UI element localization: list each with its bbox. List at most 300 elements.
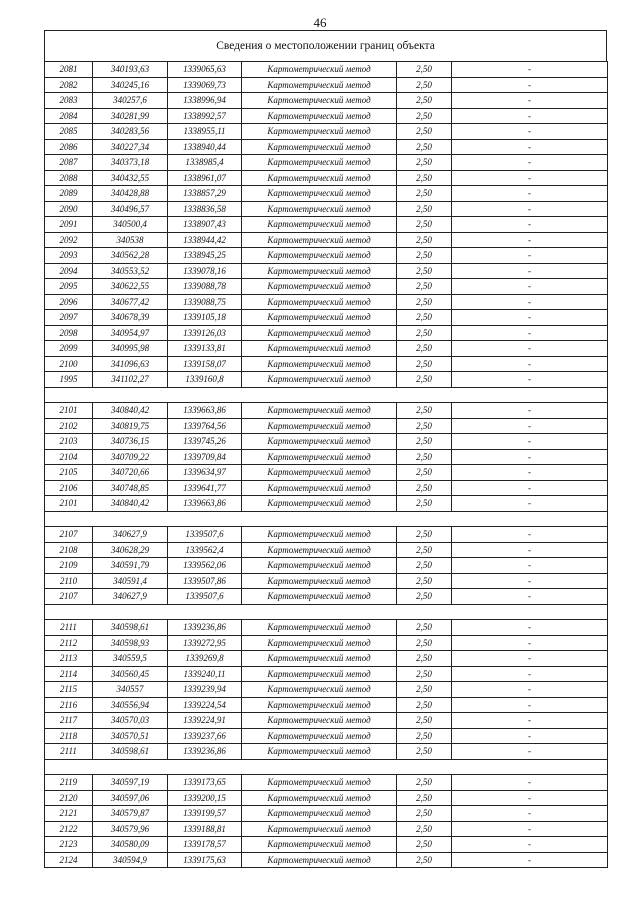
method-cell: Картометрический метод (242, 263, 397, 279)
x-coordinate-cell: 340594,9 (93, 852, 168, 868)
point-number-cell: 2087 (45, 155, 93, 171)
method-cell: Картометрический метод (242, 635, 397, 651)
y-coordinate-cell: 1339160,8 (168, 372, 242, 388)
accuracy-cell: 2,50 (397, 294, 452, 310)
method-cell: Картометрический метод (242, 775, 397, 791)
note-cell: - (452, 124, 608, 140)
accuracy-cell: 2,50 (397, 124, 452, 140)
coordinates-table (44, 61, 608, 868)
accuracy-cell: 2,50 (397, 837, 452, 853)
table-row (45, 108, 608, 124)
accuracy-cell: 2,50 (397, 139, 452, 155)
point-number-cell: 2102 (45, 418, 93, 434)
method-cell: Картометрический метод (242, 682, 397, 698)
y-coordinate-cell: 1339236,86 (168, 744, 242, 760)
point-number-cell: 2113 (45, 651, 93, 667)
point-number-cell: 2083 (45, 93, 93, 109)
x-coordinate-cell: 340598,61 (93, 744, 168, 760)
note-cell: - (452, 465, 608, 481)
point-number-cell: 2100 (45, 356, 93, 372)
x-coordinate-cell: 340995,98 (93, 341, 168, 357)
x-coordinate-cell: 340579,87 (93, 806, 168, 822)
y-coordinate-cell: 1338996,94 (168, 93, 242, 109)
x-coordinate-cell: 340281,99 (93, 108, 168, 124)
x-coordinate-cell: 340562,28 (93, 248, 168, 264)
table-row (45, 449, 608, 465)
y-coordinate-cell: 1339078,16 (168, 263, 242, 279)
note-cell: - (452, 201, 608, 217)
note-cell: - (452, 775, 608, 791)
method-cell: Картометрический метод (242, 465, 397, 481)
y-coordinate-cell: 1339158,07 (168, 356, 242, 372)
accuracy-cell: 2,50 (397, 806, 452, 822)
y-coordinate-cell: 1339272,95 (168, 635, 242, 651)
accuracy-cell: 2,50 (397, 852, 452, 868)
accuracy-cell: 2,50 (397, 713, 452, 729)
method-cell: Картометрический метод (242, 542, 397, 558)
accuracy-cell: 2,50 (397, 821, 452, 837)
method-cell: Картометрический метод (242, 527, 397, 543)
y-coordinate-cell: 1339507,86 (168, 573, 242, 589)
table-row (45, 837, 608, 853)
accuracy-cell: 2,50 (397, 279, 452, 295)
y-coordinate-cell: 1339745,26 (168, 434, 242, 450)
accuracy-cell: 2,50 (397, 527, 452, 543)
accuracy-cell: 2,50 (397, 573, 452, 589)
x-coordinate-cell: 341102,27 (93, 372, 168, 388)
table-row (45, 263, 608, 279)
separator-cell (45, 759, 608, 775)
point-number-cell: 2098 (45, 325, 93, 341)
y-coordinate-cell: 1338992,57 (168, 108, 242, 124)
method-cell: Картометрический метод (242, 480, 397, 496)
note-cell: - (452, 248, 608, 264)
point-number-cell: 2091 (45, 217, 93, 233)
method-cell: Картометрический метод (242, 93, 397, 109)
y-coordinate-cell: 1339200,15 (168, 790, 242, 806)
table-title: Сведения о местоположении границ объекта (44, 30, 607, 61)
y-coordinate-cell: 1338944,42 (168, 232, 242, 248)
table-row (45, 542, 608, 558)
x-coordinate-cell: 340736,15 (93, 434, 168, 450)
accuracy-cell: 2,50 (397, 170, 452, 186)
y-coordinate-cell: 1338857,29 (168, 186, 242, 202)
point-number-cell: 2107 (45, 589, 93, 605)
x-coordinate-cell: 340496,57 (93, 201, 168, 217)
note-cell: - (452, 186, 608, 202)
note-cell: - (452, 558, 608, 574)
method-cell: Картометрический метод (242, 449, 397, 465)
point-number-cell: 1995 (45, 372, 93, 388)
point-number-cell: 2123 (45, 837, 93, 853)
y-coordinate-cell: 1339224,91 (168, 713, 242, 729)
method-cell: Картометрический метод (242, 852, 397, 868)
note-cell: - (452, 651, 608, 667)
accuracy-cell: 2,50 (397, 666, 452, 682)
y-coordinate-cell: 1339507,6 (168, 527, 242, 543)
note-cell: - (452, 635, 608, 651)
accuracy-cell: 2,50 (397, 62, 452, 78)
y-coordinate-cell: 1339088,75 (168, 294, 242, 310)
method-cell: Картометрический метод (242, 728, 397, 744)
accuracy-cell: 2,50 (397, 434, 452, 450)
x-coordinate-cell: 340570,51 (93, 728, 168, 744)
accuracy-cell: 2,50 (397, 310, 452, 326)
table-row (45, 77, 608, 93)
accuracy-cell: 2,50 (397, 403, 452, 419)
note-cell: - (452, 713, 608, 729)
method-cell: Картометрический метод (242, 403, 397, 419)
method-cell: Картометрический метод (242, 372, 397, 388)
y-coordinate-cell: 1339236,86 (168, 620, 242, 636)
y-coordinate-cell: 1339709,84 (168, 449, 242, 465)
accuracy-cell: 2,50 (397, 372, 452, 388)
table-row (45, 372, 608, 388)
point-number-cell: 2108 (45, 542, 93, 558)
x-coordinate-cell: 340819,75 (93, 418, 168, 434)
method-cell: Картометрический метод (242, 666, 397, 682)
y-coordinate-cell: 1339126,03 (168, 325, 242, 341)
separator-cell (45, 387, 608, 403)
method-cell: Картометрический метод (242, 341, 397, 357)
method-cell: Картометрический метод (242, 139, 397, 155)
accuracy-cell: 2,50 (397, 155, 452, 171)
point-number-cell: 2090 (45, 201, 93, 217)
point-number-cell: 2099 (45, 341, 93, 357)
method-cell: Картометрический метод (242, 279, 397, 295)
x-coordinate-cell: 340579,96 (93, 821, 168, 837)
note-cell: - (452, 310, 608, 326)
table-row (45, 279, 608, 295)
method-cell: Картометрический метод (242, 124, 397, 140)
note-cell: - (452, 620, 608, 636)
note-cell: - (452, 217, 608, 233)
table-row (45, 124, 608, 140)
accuracy-cell: 2,50 (397, 697, 452, 713)
x-coordinate-cell: 340748,85 (93, 480, 168, 496)
point-number-cell: 2093 (45, 248, 93, 264)
accuracy-cell: 2,50 (397, 93, 452, 109)
note-cell: - (452, 341, 608, 357)
accuracy-cell: 2,50 (397, 341, 452, 357)
x-coordinate-cell: 340597,19 (93, 775, 168, 791)
point-number-cell: 2111 (45, 620, 93, 636)
note-cell: - (452, 62, 608, 78)
note-cell: - (452, 232, 608, 248)
table-row (45, 232, 608, 248)
table-row (45, 465, 608, 481)
method-cell: Картометрический метод (242, 186, 397, 202)
table-row (45, 635, 608, 651)
table-row (45, 155, 608, 171)
x-coordinate-cell: 340373,18 (93, 155, 168, 171)
point-number-cell: 2085 (45, 124, 93, 140)
point-number-cell: 2119 (45, 775, 93, 791)
method-cell: Картометрический метод (242, 418, 397, 434)
point-number-cell: 2084 (45, 108, 93, 124)
accuracy-cell: 2,50 (397, 186, 452, 202)
note-cell: - (452, 108, 608, 124)
method-cell: Картометрический метод (242, 356, 397, 372)
point-number-cell: 2096 (45, 294, 93, 310)
y-coordinate-cell: 1339105,18 (168, 310, 242, 326)
y-coordinate-cell: 1339634,97 (168, 465, 242, 481)
note-cell: - (452, 728, 608, 744)
table-row (45, 341, 608, 357)
method-cell: Картометрический метод (242, 155, 397, 171)
table-row (45, 806, 608, 822)
y-coordinate-cell: 1339088,78 (168, 279, 242, 295)
note-cell: - (452, 589, 608, 605)
note-cell: - (452, 356, 608, 372)
table-row (45, 713, 608, 729)
note-cell: - (452, 403, 608, 419)
block-separator (45, 759, 608, 775)
accuracy-cell: 2,50 (397, 558, 452, 574)
accuracy-cell: 2,50 (397, 651, 452, 667)
table-row (45, 248, 608, 264)
method-cell: Картометрический метод (242, 434, 397, 450)
x-coordinate-cell: 340428,88 (93, 186, 168, 202)
table-row (45, 434, 608, 450)
y-coordinate-cell: 1339663,86 (168, 403, 242, 419)
x-coordinate-cell: 340954,97 (93, 325, 168, 341)
table-row (45, 573, 608, 589)
x-coordinate-cell: 341096,63 (93, 356, 168, 372)
table-row (45, 93, 608, 109)
y-coordinate-cell: 1338955,11 (168, 124, 242, 140)
note-cell: - (452, 527, 608, 543)
x-coordinate-cell: 340556,94 (93, 697, 168, 713)
y-coordinate-cell: 1339188,81 (168, 821, 242, 837)
point-number-cell: 2095 (45, 279, 93, 295)
y-coordinate-cell: 1338961,07 (168, 170, 242, 186)
accuracy-cell: 2,50 (397, 356, 452, 372)
accuracy-cell: 2,50 (397, 263, 452, 279)
table-row (45, 744, 608, 760)
table-row (45, 852, 608, 868)
accuracy-cell: 2,50 (397, 465, 452, 481)
x-coordinate-cell: 340557 (93, 682, 168, 698)
note-cell: - (452, 434, 608, 450)
point-number-cell: 2109 (45, 558, 93, 574)
method-cell: Картометрический метод (242, 713, 397, 729)
x-coordinate-cell: 340720,66 (93, 465, 168, 481)
method-cell: Картометрический метод (242, 790, 397, 806)
y-coordinate-cell: 1338907,43 (168, 217, 242, 233)
note-cell: - (452, 744, 608, 760)
method-cell: Картометрический метод (242, 170, 397, 186)
y-coordinate-cell: 1339237,66 (168, 728, 242, 744)
note-cell: - (452, 480, 608, 496)
method-cell: Картометрический метод (242, 697, 397, 713)
point-number-cell: 2110 (45, 573, 93, 589)
x-coordinate-cell: 340432,55 (93, 170, 168, 186)
accuracy-cell: 2,50 (397, 620, 452, 636)
point-number-cell: 2114 (45, 666, 93, 682)
table-row (45, 217, 608, 233)
point-number-cell: 2101 (45, 496, 93, 512)
y-coordinate-cell: 1339240,11 (168, 666, 242, 682)
y-coordinate-cell: 1339178,57 (168, 837, 242, 853)
table-row (45, 682, 608, 698)
note-cell: - (452, 77, 608, 93)
point-number-cell: 2115 (45, 682, 93, 698)
point-number-cell: 2112 (45, 635, 93, 651)
note-cell: - (452, 170, 608, 186)
table-row (45, 480, 608, 496)
point-number-cell: 2081 (45, 62, 93, 78)
accuracy-cell: 2,50 (397, 325, 452, 341)
point-number-cell: 2116 (45, 697, 93, 713)
table-row (45, 62, 608, 78)
y-coordinate-cell: 1338940,44 (168, 139, 242, 155)
y-coordinate-cell: 1339239,94 (168, 682, 242, 698)
note-cell: - (452, 294, 608, 310)
x-coordinate-cell: 340591,4 (93, 573, 168, 589)
x-coordinate-cell: 340677,42 (93, 294, 168, 310)
accuracy-cell: 2,50 (397, 108, 452, 124)
note-cell: - (452, 93, 608, 109)
x-coordinate-cell: 340227,34 (93, 139, 168, 155)
point-number-cell: 2082 (45, 77, 93, 93)
x-coordinate-cell: 340500,4 (93, 217, 168, 233)
y-coordinate-cell: 1339173,65 (168, 775, 242, 791)
y-coordinate-cell: 1339175,63 (168, 852, 242, 868)
y-coordinate-cell: 1339065,63 (168, 62, 242, 78)
method-cell: Картометрический метод (242, 310, 397, 326)
table-row (45, 139, 608, 155)
table-row (45, 418, 608, 434)
method-cell: Картометрический метод (242, 744, 397, 760)
y-coordinate-cell: 1339562,4 (168, 542, 242, 558)
y-coordinate-cell: 1339764,56 (168, 418, 242, 434)
point-number-cell: 2088 (45, 170, 93, 186)
table-body (45, 62, 608, 868)
table-row (45, 403, 608, 419)
x-coordinate-cell: 340245,16 (93, 77, 168, 93)
note-cell: - (452, 666, 608, 682)
accuracy-cell: 2,50 (397, 232, 452, 248)
y-coordinate-cell: 1339199,57 (168, 806, 242, 822)
table-row (45, 170, 608, 186)
method-cell: Картометрический метод (242, 232, 397, 248)
method-cell: Картометрический метод (242, 62, 397, 78)
accuracy-cell: 2,50 (397, 744, 452, 760)
separator-cell (45, 511, 608, 527)
y-coordinate-cell: 1339507,6 (168, 589, 242, 605)
accuracy-cell: 2,50 (397, 728, 452, 744)
y-coordinate-cell: 1339663,86 (168, 496, 242, 512)
method-cell: Картометрический метод (242, 821, 397, 837)
table-row (45, 558, 608, 574)
note-cell: - (452, 263, 608, 279)
x-coordinate-cell: 340840,42 (93, 403, 168, 419)
table-row (45, 790, 608, 806)
note-cell: - (452, 325, 608, 341)
table-row (45, 527, 608, 543)
point-number-cell: 2124 (45, 852, 93, 868)
block-separator (45, 604, 608, 620)
table-row (45, 496, 608, 512)
x-coordinate-cell: 340597,06 (93, 790, 168, 806)
method-cell: Картометрический метод (242, 496, 397, 512)
separator-cell (45, 604, 608, 620)
table-row (45, 728, 608, 744)
method-cell: Картометрический метод (242, 217, 397, 233)
y-coordinate-cell: 1339133,81 (168, 341, 242, 357)
accuracy-cell: 2,50 (397, 480, 452, 496)
method-cell: Картометрический метод (242, 294, 397, 310)
block-separator (45, 511, 608, 527)
note-cell: - (452, 496, 608, 512)
y-coordinate-cell: 1338836,58 (168, 201, 242, 217)
table-row (45, 356, 608, 372)
method-cell: Картометрический метод (242, 651, 397, 667)
point-number-cell: 2097 (45, 310, 93, 326)
note-cell: - (452, 790, 608, 806)
point-number-cell: 2122 (45, 821, 93, 837)
note-cell: - (452, 279, 608, 295)
x-coordinate-cell: 340538 (93, 232, 168, 248)
y-coordinate-cell: 1339224,54 (168, 697, 242, 713)
accuracy-cell: 2,50 (397, 775, 452, 791)
accuracy-cell: 2,50 (397, 77, 452, 93)
method-cell: Картометрический метод (242, 806, 397, 822)
y-coordinate-cell: 1338985,4 (168, 155, 242, 171)
table-row (45, 620, 608, 636)
y-coordinate-cell: 1339269,8 (168, 651, 242, 667)
note-cell: - (452, 821, 608, 837)
table-row (45, 294, 608, 310)
method-cell: Картометрический метод (242, 248, 397, 264)
y-coordinate-cell: 1338945,25 (168, 248, 242, 264)
note-cell: - (452, 139, 608, 155)
accuracy-cell: 2,50 (397, 449, 452, 465)
point-number-cell: 2103 (45, 434, 93, 450)
method-cell: Картометрический метод (242, 558, 397, 574)
table-row (45, 325, 608, 341)
x-coordinate-cell: 340560,45 (93, 666, 168, 682)
x-coordinate-cell: 340840,42 (93, 496, 168, 512)
accuracy-cell: 2,50 (397, 589, 452, 605)
x-coordinate-cell: 340283,56 (93, 124, 168, 140)
x-coordinate-cell: 340678,39 (93, 310, 168, 326)
note-cell: - (452, 852, 608, 868)
y-coordinate-cell: 1339562,06 (168, 558, 242, 574)
y-coordinate-cell: 1339069,73 (168, 77, 242, 93)
table-row (45, 821, 608, 837)
x-coordinate-cell: 340627,9 (93, 589, 168, 605)
method-cell: Картометрический метод (242, 77, 397, 93)
x-coordinate-cell: 340257,6 (93, 93, 168, 109)
x-coordinate-cell: 340580,09 (93, 837, 168, 853)
table-row (45, 310, 608, 326)
note-cell: - (452, 372, 608, 388)
method-cell: Картометрический метод (242, 620, 397, 636)
table-row (45, 666, 608, 682)
point-number-cell: 2111 (45, 744, 93, 760)
accuracy-cell: 2,50 (397, 248, 452, 264)
x-coordinate-cell: 340598,61 (93, 620, 168, 636)
accuracy-cell: 2,50 (397, 542, 452, 558)
method-cell: Картометрический метод (242, 325, 397, 341)
table-row (45, 201, 608, 217)
x-coordinate-cell: 340559,5 (93, 651, 168, 667)
point-number-cell: 2101 (45, 403, 93, 419)
table-row (45, 697, 608, 713)
point-number-cell: 2117 (45, 713, 93, 729)
